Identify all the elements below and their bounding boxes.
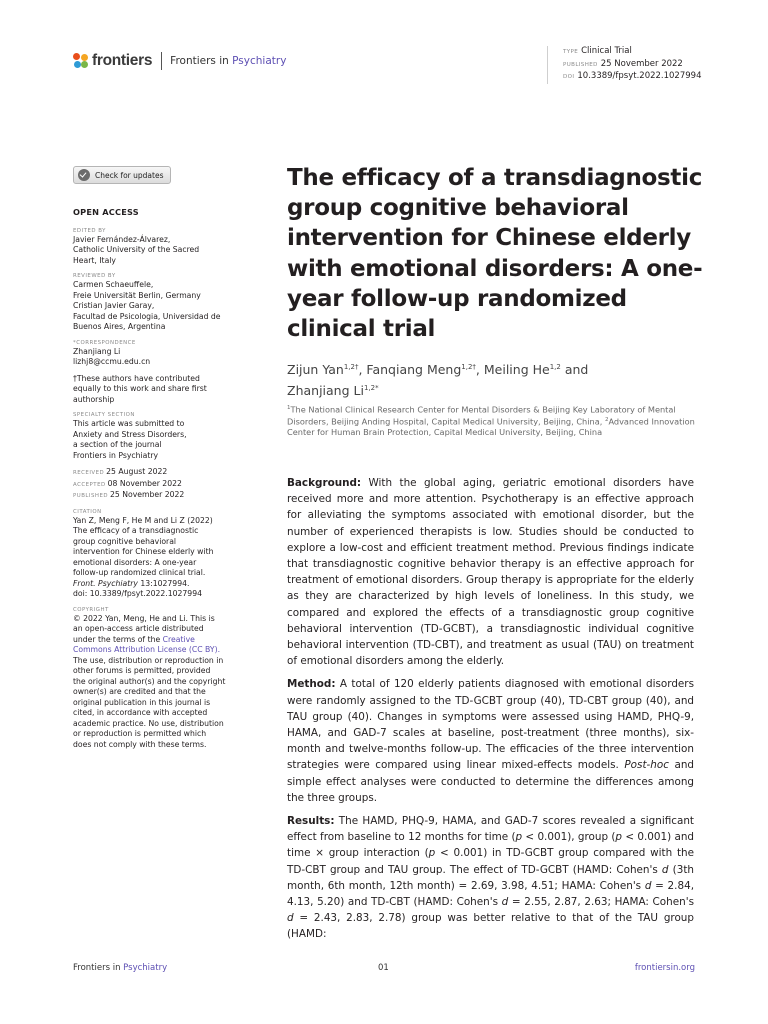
frontiers-logo[interactable] [73, 52, 286, 70]
results-text-segment: (3th month, 6th month, 12th month) = 2.69, 3.98, 4.51; HAMA: Cohen's [287, 863, 694, 892]
specialty-section-label: SPECIALTY SECTION [73, 412, 135, 418]
author-name[interactable]: Fanqiang Meng [366, 362, 462, 378]
author-name[interactable]: Meiling He [483, 362, 550, 378]
check-for-updates-label: Check for updates [95, 170, 164, 180]
meta-published: PUBLISHED 25 November 2022 [563, 58, 683, 69]
article-meta [547, 46, 701, 84]
checkmark-icon [78, 169, 90, 181]
copyright-label: COPYRIGHT [73, 606, 109, 613]
results-text-segment: < 0.001) in TD-GCBT group compared with the TD-CBT group and TAU group. The effect of TD-GCBT (HAMD: Cohen's [287, 847, 694, 876]
results-text-segment: < 0.001) and time × group interaction ( [287, 831, 694, 860]
check-for-updates-button[interactable] [73, 166, 171, 184]
equal-contribution-note: †These authors have contributed equally to this work and share first authorship [73, 373, 207, 404]
copyright-info: © 2022 Yan, Meng, He and Li. This is an open-access article distributed under the terms of the Creative Commons Attribution License (CC BY). The use, distribution or reproduction in other forums is permitted, provided the original author(s) and the copyright owner(s) are credited and that the original publication in this journal is cited, in accordance with accepted academic practice. No use, distribution or reproduction is permitted which does not comply with these terms. [73, 614, 245, 751]
reviewer-info: Carmen Schaeuffele, Freie Universität Berlin, Germany Cristian Javier Garay, Facultad de Psicologia, Universidad de Buenos Aires, Argentina [73, 280, 221, 331]
author-name[interactable]: Zhanjiang Li [287, 383, 364, 399]
results-text-segment: p [428, 847, 436, 860]
edited-by-label: EDITED BY [73, 227, 106, 234]
received-date: RECEIVED 25 August 2022 [73, 467, 168, 476]
results-text-segment: d [501, 896, 509, 909]
logo-dot-green [81, 61, 88, 68]
results-text-segment: < 0.001), group ( [522, 831, 616, 844]
article-title: The efficacy of a transdiagnostic group cognitive behavioral intervention for Chinese elderly with emotional disorders: A one-year follow-up randomized clinical trial [287, 165, 703, 343]
results-text-segment: = 2.55, 2.87, 2.63; HAMA: Cohen's [508, 896, 694, 909]
abstract-results: Results: The HAMD, PHQ-9, HAMA, and GAD-7 scores revealed a significant effect from baseline to 12 months for time (p < 0.001), group (p < 0.001) and time × group interaction (p < 0.001) in TD-GCBT group compared with the TD-CBT group and TAU group. The effect of TD-GCBT (HAMD: Cohen's d (3th month, 6th month, 12th month) = 2.69, 3.98, 4.51; HAMA: Cohen's d = 2.84, 4.13, 5.20) and TD-CBT (HAMD: Cohen's d = 2.55, 2.87, 2.63; HAMA: Cohen's d = 2.43, 2.83, 2.78) group was better relative to that of the TAU group (HAMD: [287, 815, 694, 941]
cc-by-license-link[interactable]: Creative [162, 634, 195, 644]
meta-doi[interactable]: DOI 10.3389/fpsyt.2022.1027994 [563, 71, 702, 81]
results-text-segment: d [661, 863, 669, 876]
logo-dot-blue [74, 61, 81, 68]
results-text-segment: p [515, 831, 523, 844]
results-text-segment: = 2.43, 2.83, 2.78) group was better relative to that of the TAU group (HAMD: [287, 912, 694, 941]
article-dates [73, 467, 245, 502]
open-access-label: OPEN ACCESS [73, 207, 139, 217]
footer-journal: Frontiers in Psychiatry [73, 963, 168, 973]
abstract-method: Method: A total of 120 elderly patients diagnosed with emotional disorders were randomly assigned to the TD-GCBT group (40), TD-CBT group (40), and TAU group (40). Changes in symptoms were assessed using HAMD, PHQ-9, HAMA, and GAD-7 scales at baseline, post-treatment (three months), six-month and twelve-months follow-up. The efficacies of the three intervention strategies were compared using linear mixed-effects models. Post-hoc and simple effect analyses were conducted to determine the differences among the three groups. [287, 678, 695, 804]
citation-info: Yan Z, Meng F, He M and Li Z (2022) The efficacy of a transdiagnostic group cognitive behavioral intervention for Chinese elderly with emotional disorders: A one-year follow-up randomized clinical trial. Front. Psychiatry 13:1027994. doi: 10.3389/fpsyt.2022.1027994 [73, 516, 245, 600]
page-number: 01 [378, 963, 389, 973]
specialty-section-info: This article was submitted to Anxiety and Stress Disorders, a section of the journal Frontiers in Psychiatry [73, 419, 187, 460]
journal-name: Frontiers in Psychiatry [170, 55, 287, 67]
footer-site-link[interactable]: frontiersin.org [634, 963, 695, 973]
abstract [287, 475, 694, 950]
author-name[interactable]: Zijun Yan [287, 362, 344, 378]
published-date: PUBLISHED 25 November 2022 [73, 490, 185, 499]
results-text-segment: d [287, 912, 294, 925]
correspondence-info: Zhanjiang Li lizhj8@ccmu.edu.cn [73, 347, 245, 368]
results-text-segment: = 2.84, 4.13, 5.20) and TD-CBT (HAMD: Cohen's [287, 879, 694, 909]
accepted-date: ACCEPTED 08 November 2022 [73, 478, 182, 488]
correspondence-email[interactable]: lizhj8@ccmu.edu.cn [73, 357, 151, 366]
affiliations: $^1$The National Clinical Research Center for Mental Disorders & Beijing Key Laboratory of Mental Disorders, Beijing Anding Hospital, Capital Medical University, Beijing, China, $^2$Advanced Innovation Center for Human Brain Protection, Capital Medical University, Beijing, China [287, 404, 695, 438]
logo-dot-orange [81, 54, 88, 61]
cc-by-license-link-cont[interactable]: Commons Attribution License (CC BY). [73, 645, 221, 654]
brand-name: frontiers [92, 52, 153, 69]
frontiers-logo-icon [73, 53, 89, 69]
editor-info: Javier Fernández-Álvarez, Catholic University of the Sacred Heart, Italy [73, 234, 200, 265]
citation-label: CITATION [73, 508, 102, 515]
results-text-segment: p [615, 831, 623, 844]
article-info-sidebar [73, 204, 245, 750]
author-list: Zijun Yan$^{1,2\dagger}$, Fanqiang Meng$^{1,2\dagger}$, Meiling He$^{1,2}$ and Zhanjiang $Li^{1,2*}$ [287, 362, 589, 399]
abstract-background: Background: With the global aging, geriatric emotional disorders have received more and more attention. Psychotherapy is an effective approach for alleviating the symptoms associated with emotional disorder, but the number of experienced therapists is low. Studies should be conducted to explore a low-cost and efficient treatment method. Previous findings indicate that transdiagnostic cognitive behavior therapy is an effective approach for treatment of emotional disorders. Group therapy is appropriate for the elderly as they are characterized by high levels of loneliness. In this study, we compared and explored the effects of a transdiagnostic group cognitive behavioral intervention (TD-GCBT), a transdiagnostic individual cognitive behavioral intervention (TD-CBT), and treatment as usual (TAU) on treatment of emotional disorders among the elderly. [287, 477, 694, 668]
logo-dot-red [73, 53, 80, 60]
results-text-segment: The HAMD, PHQ-9, HAMA, and GAD-7 scores revealed a significant effect from baseline to 12 months for time ( [287, 815, 694, 844]
logo-separator [161, 52, 162, 70]
meta-type: TYPE Clinical Trial [563, 46, 632, 56]
results-text-segment: d [644, 879, 652, 892]
correspondence-label: *CORRESPONDENCE [73, 339, 136, 346]
citation-doi[interactable]: doi: 10.3389/fpsyt.2022.1027994 [73, 589, 202, 598]
reviewed-by-label: REVIEWED BY [73, 273, 116, 279]
